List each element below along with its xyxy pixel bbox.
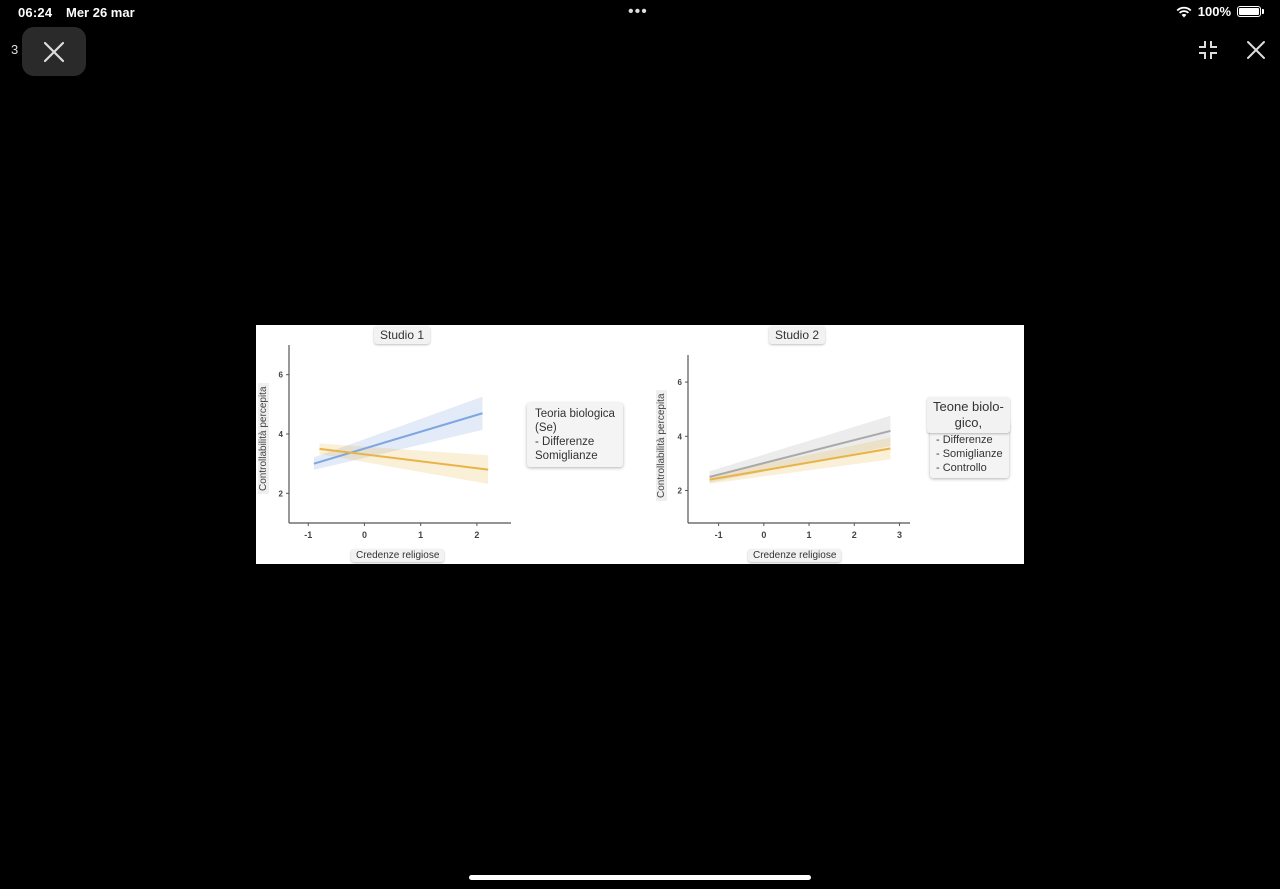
chart2-legend-line: - Controllo — [936, 462, 987, 474]
chart2-legend-title-line: gico, — [954, 415, 983, 430]
figure-image — [256, 325, 1024, 564]
chart1-ylabel: Controllabilità percepita — [258, 383, 269, 494]
chart2-x-tick-label: 2 — [851, 530, 857, 540]
battery-tip — [1262, 9, 1264, 14]
chart2-x-tick-label: 1 — [806, 530, 812, 540]
shrink-icon — [1196, 38, 1220, 62]
status-indicators — [1176, 4, 1264, 19]
chart2-legend-title — [927, 397, 1010, 433]
battery-icon — [1237, 6, 1261, 17]
chart1-legend-line: (Se) — [535, 422, 557, 434]
chart1-y-tick-label: 2 — [278, 489, 283, 499]
exit-fullscreen-button[interactable] — [1196, 38, 1220, 62]
status-bar — [0, 0, 1280, 26]
chart2-y-tick-label: 2 — [677, 486, 682, 496]
chart1-x-tick-label: 2 — [474, 530, 480, 540]
close-viewer-button[interactable] — [22, 27, 86, 76]
close-icon — [1244, 38, 1268, 62]
chart1-x-tick-label: 0 — [361, 530, 367, 540]
home-indicator[interactable] — [469, 875, 811, 880]
chart2-legend-line: - Differenze — [936, 434, 993, 446]
chart2-x-tick-label: 0 — [761, 530, 767, 540]
wifi-icon — [1176, 6, 1192, 18]
chart1-y-tick-label: 6 — [278, 370, 283, 380]
close-icon — [42, 40, 66, 64]
chart2-y-tick-label: 6 — [677, 378, 682, 388]
page-count: 3 — [11, 42, 19, 57]
chart1-legend-line: Teoria biologica — [535, 408, 615, 420]
chart2-xlabel: Credenze religiose — [748, 549, 841, 562]
chart2-title: Studio 2 — [769, 326, 825, 344]
chart2-ylabel: Controllabilità percepita — [656, 390, 667, 501]
chart2-x-tick-label: 3 — [896, 530, 902, 540]
chart-canvas — [256, 325, 1024, 564]
battery-percent: 100% — [1197, 4, 1231, 19]
chart1-y-tick-label: 4 — [278, 430, 283, 439]
chart2-x-tick-label: -1 — [714, 530, 723, 540]
chart1-title: Studio 1 — [374, 326, 430, 344]
chart1-legend-line: - Differenze — [535, 436, 595, 448]
chart1-x-tick-label: -1 — [304, 530, 313, 540]
chart1-legend — [527, 403, 623, 467]
chart1-x-tick-label: 1 — [418, 530, 424, 540]
status-time: 06:24 — [18, 5, 53, 20]
chart1-series-2-band — [319, 443, 488, 483]
multitasking-dots-icon[interactable]: ••• — [628, 3, 648, 20]
chart1-legend-line: Somiglianze — [535, 450, 598, 462]
chart2-y-tick-label: 4 — [677, 432, 682, 442]
chart2-legend-title-line: Teone biolo- — [933, 399, 1004, 414]
chart1-xlabel: Credenze religiose — [351, 549, 444, 562]
close-button[interactable] — [1244, 38, 1268, 62]
chart2-legend-line: - Somiglianze — [936, 448, 1003, 460]
status-date: Mer 26 mar — [66, 5, 135, 20]
